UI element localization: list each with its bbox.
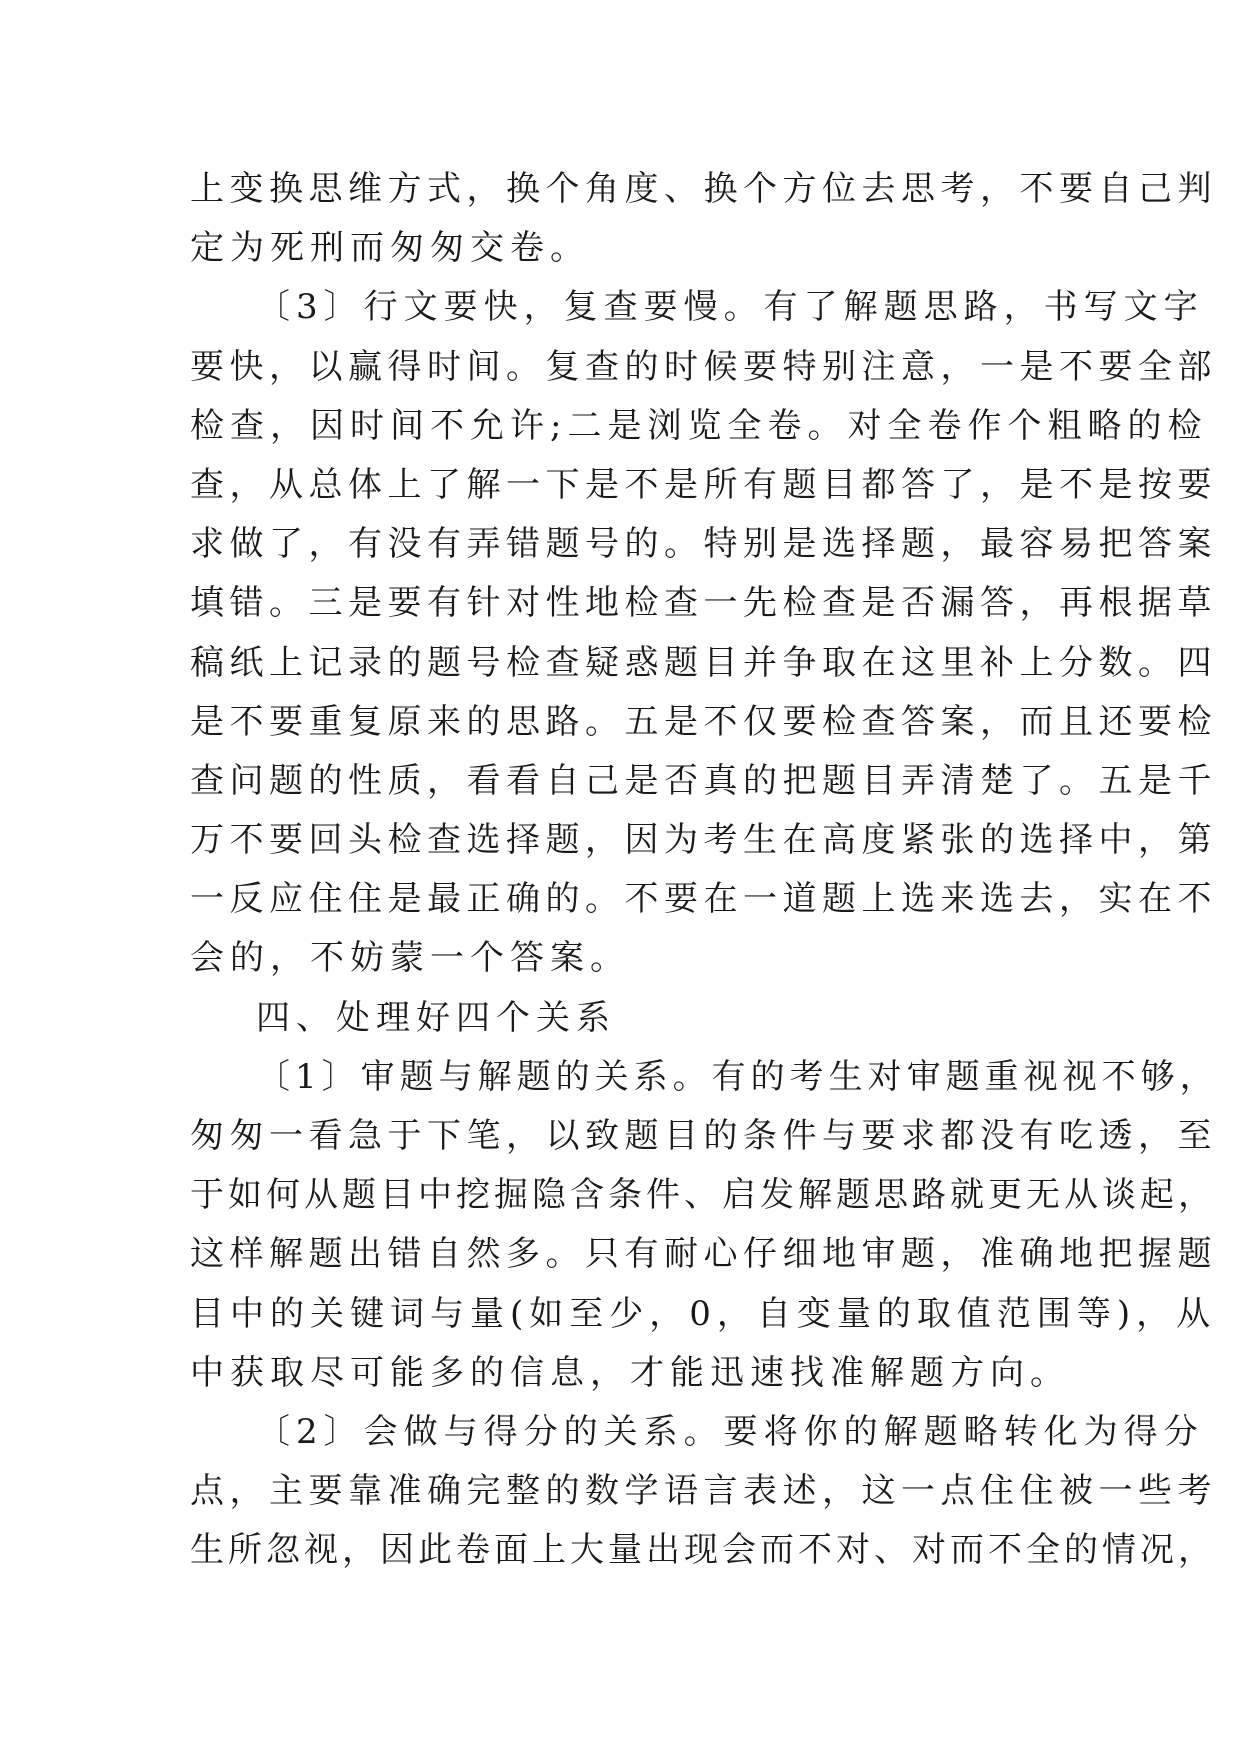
text-line: 于如何从题目中挖掘隐含条件、启发解题思路就更无从谈起， <box>190 1175 1216 1216</box>
text-line: 上变换思维方式，换个角度、换个方位去思考，不要自己判 <box>190 169 1217 209</box>
text-line: 这样解题出错自然多。只有耐心仔细地审题，准确地把握题 <box>190 1234 1217 1275</box>
text-line: 检查，因时间不允许;二是浏览全卷。对全卷作个粗略的检 <box>190 405 1208 446</box>
body-text <box>190 160 1219 1581</box>
text-line: 稿纸上记录的题号检查疑惑题目并争取在这里补上分数。四 <box>190 642 1217 683</box>
text-line: 生所忽视，因此卷面上大量出现会而不对、对而不全的情况， <box>190 1530 1216 1571</box>
text-line: 填错。三是要有针对性地检查一先检查是否漏答，再根据草 <box>190 583 1217 624</box>
text-line: 会的，不妨蒙一个答案。 <box>190 938 630 979</box>
text-line: 匆匆一看急于下笔，以致题目的条件与要求都没有吃透，至 <box>190 1116 1217 1156</box>
text-line: 中获取尽可能多的信息，才能迅速找准解题方向。 <box>190 1352 1070 1393</box>
text-line: 万不要回头检查选择题，因为考生在高度紧张的选择中，第 <box>190 820 1217 861</box>
text-line: 〔3〕行文要快，复查要慢。有了解题思路，书写文字 <box>256 287 1204 328</box>
text-line: 点，主要靠准确完整的数学语言表述，这一点住住被一些考 <box>190 1471 1217 1512</box>
text-line: 查，从总体上了解一下是不是所有题目都答了，是不是按要 <box>190 464 1217 505</box>
text-line: 是不要重复原来的思路。五是不仅要检查答案，而且还要检 <box>190 701 1217 742</box>
text-line: 目中的关键词与量(如至少，0，自变量的取值范围等)，从 <box>190 1293 1217 1334</box>
text-line: 定为死刑而匆匆交卷。 <box>190 228 590 269</box>
text-line: 求做了，有没有弄错题号的。特别是选择题，最容易把答案 <box>190 524 1217 565</box>
text-line: 四、处理好四个关系 <box>256 997 616 1038</box>
text-line: 要快，以赢得时间。复查的时候要特别注意，一是不要全部 <box>190 346 1217 387</box>
text-line: 查问题的性质，看看自己是否真的把题目弄清楚了。五是千 <box>190 760 1217 801</box>
text-line: 一反应住住是最正确的。不要在一道题上选来选去，实在不 <box>190 879 1217 920</box>
text-line: 〔2〕会做与得分的关系。要将你的解题略转化为得分 <box>256 1411 1204 1452</box>
text-line: 〔1〕审题与解题的关系。有的考生对审题重视视不够， <box>256 1056 1219 1097</box>
